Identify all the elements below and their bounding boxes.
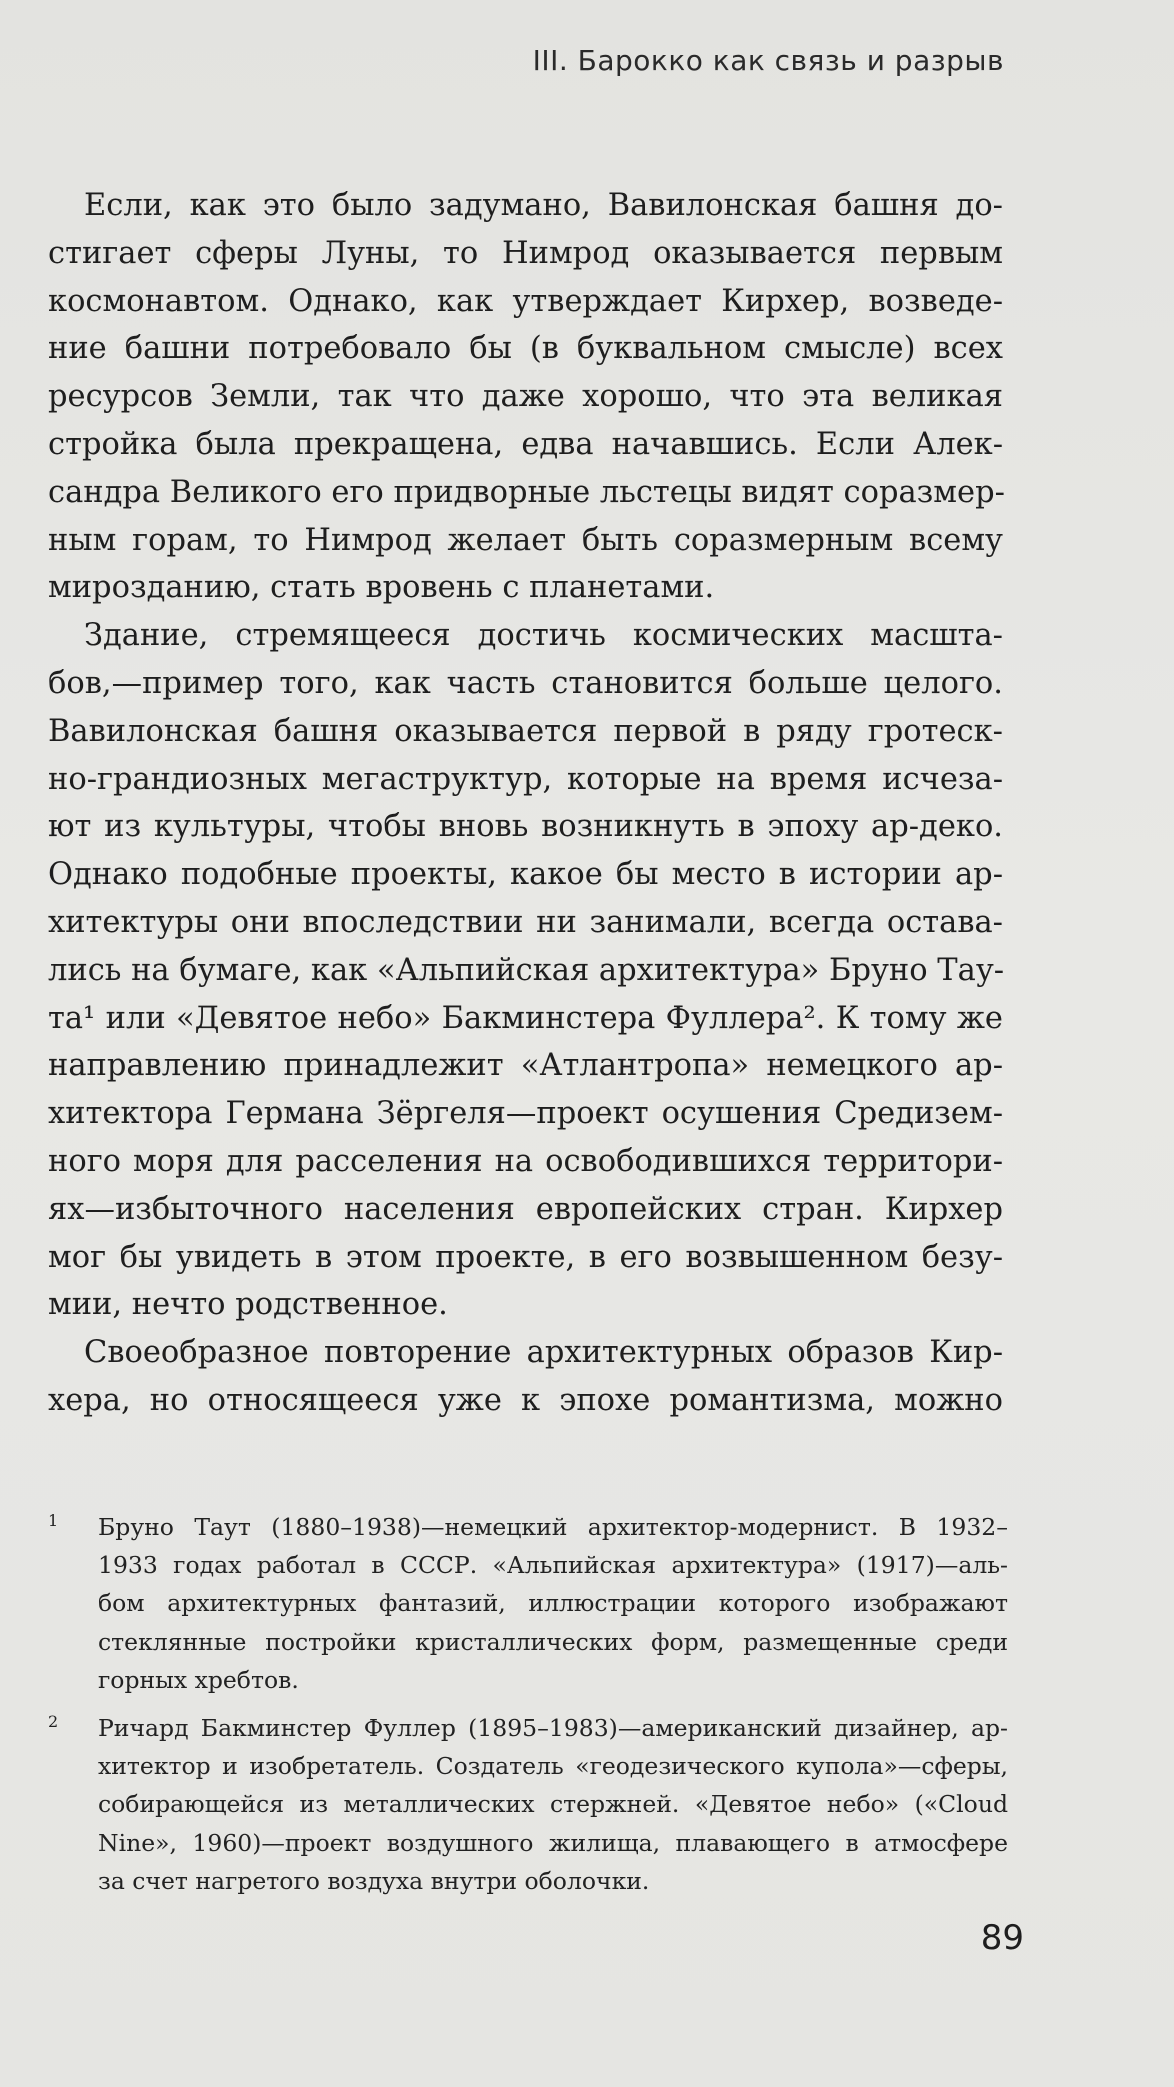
running-head: III. Барокко как связь и разрыв — [532, 44, 1004, 77]
paragraph-2 — [48, 612, 1003, 1329]
text-line: сандра Великого его придворные льстецы видят соразмер- — [48, 474, 1005, 510]
text-line: бов,—пример того, как часть становится больше целого. — [48, 665, 1003, 701]
text-line: космонавтом. Однако, как утверждает Кирхер, возведе- — [48, 283, 1003, 319]
footnote-line: 1933 годах работал в СССР. «Альпийская архитектура» (1917)—аль- — [98, 1551, 1008, 1580]
text-line: ным горам, то Нимрод желает быть соразмерным всему — [48, 522, 1003, 558]
footnote-line: хитектор и изобретатель. Создатель «геодезического купола»—сферы, — [98, 1752, 1008, 1781]
text-line: хитектуры они впоследствии ни занимали, всегда остава- — [48, 904, 1003, 940]
page-number: 89 — [980, 1918, 1024, 1958]
footnote-line: горных хребтов. — [98, 1665, 299, 1694]
footnote-line: Nine», 1960)—проект воздушного жилища, плавающего в атмосфере — [98, 1828, 1008, 1857]
text-line: Своеобразное повторение архитектурных образов Кир- — [84, 1335, 1003, 1371]
text-line: лись на бумаге, как «Альпийская архитектура» Бруно Тау- — [48, 952, 1005, 988]
text-line: ресурсов Земли, так что даже хорошо, что эта великая — [48, 379, 1003, 415]
text-line: ного моря для расселения на освободившихся территори- — [48, 1143, 1003, 1179]
footnote-line: Бруно Таут (1880–1938)—немецкий архитектор-модернист. В 1932– — [98, 1513, 1008, 1541]
text-line: мирозданию, стать вровень с планетами. — [48, 570, 715, 606]
text-line: ют из культуры, чтобы вновь возникнуть в эпоху ар-деко. — [48, 809, 1003, 845]
text-line: мии, нечто родственное. — [48, 1287, 448, 1323]
footnote-line: за счет нагретого воздуха внутри оболочки. — [98, 1866, 650, 1895]
text-line: Здание, стремящееся достичь космических масшта- — [84, 618, 1003, 654]
footnote-2 — [48, 1709, 1008, 1900]
text-line: стройка была прекращена, едва начавшись. Если Алек- — [48, 426, 1003, 462]
text-line: но-грандиозных мегаструктур, которые на время исчеза- — [48, 761, 1003, 797]
footnote-1 — [48, 1508, 1008, 1699]
text-line: хера, но относящееся уже к эпохе романтизма, можно — [48, 1382, 1003, 1418]
text-line: Если, как это было задумано, Вавилонская башня до- — [84, 188, 1003, 223]
footnote-line: Ричард Бакминстер Фуллер (1895–1983)—американский дизайнер, ар- — [98, 1714, 1008, 1743]
footnote-line: стеклянные постройки кристаллических форм, размещенные среди — [98, 1627, 1008, 1656]
footnote-line: бом архитектурных фантазий, иллюстрации которого изображают — [98, 1589, 1008, 1618]
paragraph-1 — [48, 182, 1003, 612]
text-line: Однако подобные проекты, какое бы место в истории ар- — [48, 857, 1003, 893]
main-text — [48, 182, 1003, 1425]
text-line: та¹ или «Девятое небо» Бакминстера Фуллера². К тому же — [48, 1000, 1003, 1036]
text-line: мог бы увидеть в этом проекте, в его возвышенном безу- — [48, 1239, 1003, 1275]
footnotes — [48, 1508, 1008, 1910]
text-line: стигает сферы Луны, то Нимрод оказывается первым — [48, 235, 1003, 271]
text-line: направлению принадлежит «Атлантропа» немецкого ар- — [48, 1048, 1003, 1084]
text-line: ях—избыточного населения европейских стран. Кирхер — [48, 1191, 1003, 1227]
paragraph-3 — [48, 1329, 1003, 1425]
text-line: Вавилонская башня оказывается первой в ряду гротеск- — [48, 713, 1003, 749]
footnote-mark: 1 — [48, 1511, 59, 1530]
text-line: хитектора Германа Зёргеля—проект осушения Средизем- — [48, 1096, 1003, 1132]
footnote-line: собирающейся из металлических стержней. «Девятое небо» («Cloud — [98, 1790, 1008, 1819]
footnote-mark: 2 — [48, 1712, 59, 1732]
text-line: ние башни потребовало бы (в буквальном смысле) всех — [48, 331, 1003, 367]
